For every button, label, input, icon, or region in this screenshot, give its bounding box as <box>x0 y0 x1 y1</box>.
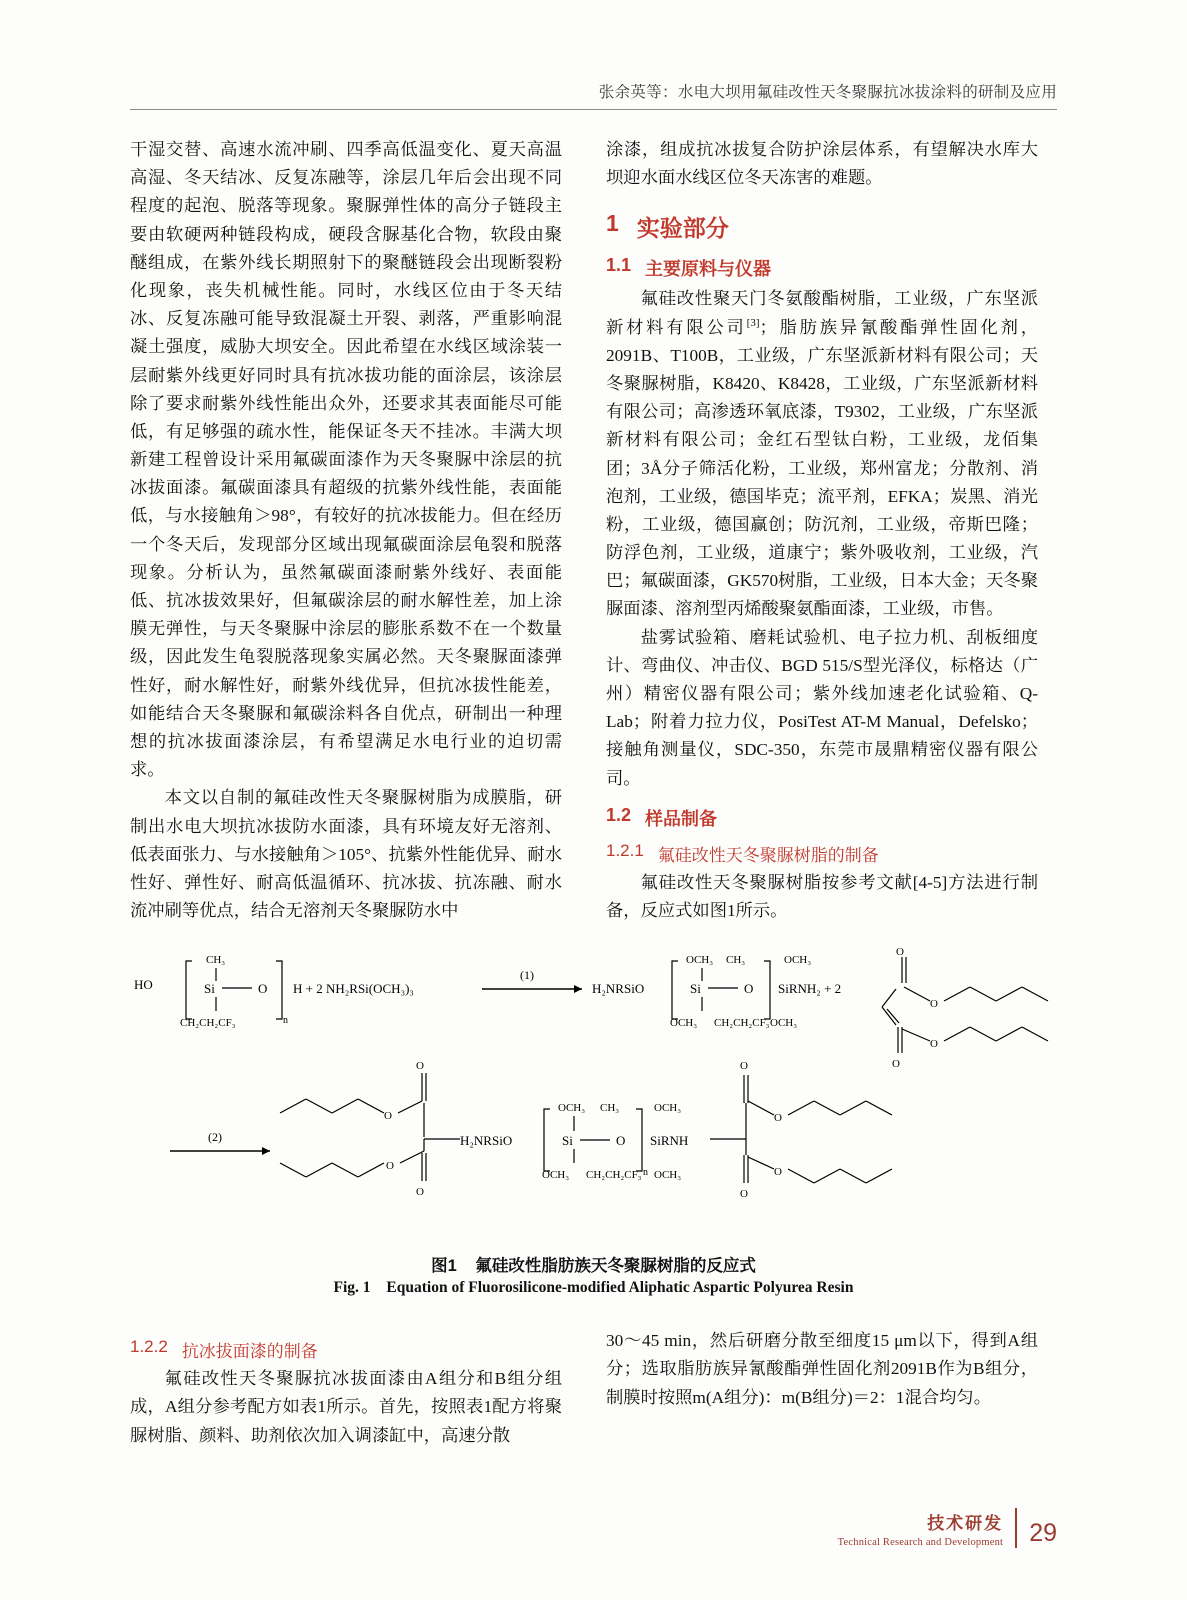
left-paragraph-1: 干湿交替、高速水流冲刷、四季高低温变化、夏天高温高湿、冬天结冰、反复冻融等，涂层几年后会出现不同程度的起泡、脱落等现象。聚脲弹性体的高分子链段主要由软硬两种链段构成，硬段含脲基化合物，软段由聚醚组成，在紫外线长期照射下的聚醚链段会出现断裂粉化现象，丧失机械性能。同时，水线区位由于冬天结冰、反复冻融可能导致混凝土开裂、剥落，严重影响混凝土强度，威胁大坝安全。因此希望在水线区域涂装一层耐紫外线更好同时具有抗冰拔功能的面涂层，该涂层除了要求耐紫外线性能出众外，还要求其表面能尽可能低，有足够强的疏水性，能保证冬天不挂冰。丰满大坝新建工程曾设计采用氟碳面漆作为天冬聚脲中涂层的抗冰拔面漆。氟碳面漆具有超级的抗紫外线性能，表面能低，与水接触角＞98°，有较好的抗冰拔能力。但在经历一个冬天后，发现部分区域出现氟碳面涂层龟裂和脱落现象。分析认为，虽然氟碳面漆耐紫外线好、表面能低、抗冰拔效果好，但氟碳涂层的耐水解性差，加上涂膜无弹性，与天冬聚脲中涂层的膨胀系数不在一个数量级，因此发生龟裂脱落现象实属必然。天冬聚脲面漆弹性好，耐水解性好，耐紫外线优异，但抗冰拔性能差，如能结合天冬聚脲和氟碳涂料各自优点，研制出一种理想的抗冰拔面漆涂层，有希望满足水电行业的迫切需求。 <box>130 140 562 780</box>
section-1-number: 1 <box>606 210 619 237</box>
figure-caption-cn <box>130 1252 1057 1276</box>
section-1-2-1-number: 1.2.1 <box>606 840 644 860</box>
svg-text:H₂NRSiO: H₂NRSiO <box>460 1133 513 1149</box>
svg-text:CH₂CH₂CF₃: CH₂CH₂CF₃ <box>586 1169 642 1182</box>
svg-text:O: O <box>896 946 904 959</box>
figure-caption-en <box>130 1279 1057 1297</box>
svg-text:O: O <box>740 1188 748 1201</box>
svg-text:OCH₃: OCH₃ <box>686 954 714 967</box>
section-heading-1-1 <box>606 255 1038 281</box>
svg-text:O: O <box>892 1058 900 1071</box>
svg-text:n: n <box>283 1015 288 1027</box>
svg-text:H + 2 NH₂RSi(OCH₃)₃: H + 2 NH₂RSi(OCH₃)₃ <box>293 981 414 997</box>
figure-1 <box>130 941 1057 1297</box>
svg-text:SiRNH₂ + 2: SiRNH₂ + 2 <box>778 981 842 997</box>
svg-text:CH₃: CH₃ <box>726 954 746 967</box>
svg-text:O: O <box>386 1160 394 1173</box>
materials-text-pre: 氟硅改性聚天门冬氨酸酯树脂，工业级，广东坚派新材料有限公司 <box>606 289 1038 337</box>
reaction-scheme-svg <box>130 941 1060 1241</box>
section-heading-1-2-2 <box>130 1337 562 1362</box>
section-1-2-1-title: 氟硅改性天冬聚脲树脂的制备 <box>657 845 879 865</box>
svg-text:CH₂CH₂CF₃: CH₂CH₂CF₃ <box>180 1017 236 1030</box>
svg-text:O: O <box>774 1112 782 1125</box>
svg-text:O: O <box>744 981 754 997</box>
section-1-title: 实验部分 <box>636 215 729 242</box>
section-1-2-2-title: 抗冰拔面漆的制备 <box>181 1342 318 1362</box>
bottom-right-column <box>606 1327 1038 1450</box>
right-paragraph-1: 涂漆，组成抗冰拔复合防护涂层体系，有望解决水库大坝迎水面水线区位冬天冻害的难题。 <box>606 140 1038 188</box>
footer-section-cn: 技术研发 <box>927 1514 1004 1533</box>
body-columns <box>130 136 1057 925</box>
section-heading-1-2 <box>606 805 1038 831</box>
section-1-2-2-number: 1.2.2 <box>130 1337 168 1357</box>
svg-text:O: O <box>930 1038 938 1051</box>
left-column <box>130 136 562 925</box>
svg-text:OCH₃: OCH₃ <box>542 1169 570 1182</box>
svg-text:SiRNH: SiRNH <box>650 1133 689 1149</box>
bottom-right-paragraph: 30～45 min，然后研磨分散至细度15 μm以下，得到A组分；选取脂肪族异氰酸酯弹性固化剂2091B作为B组分，制膜时按照m(A组分)：m(B组分)＝2：1混合均匀。 <box>606 1331 1038 1407</box>
svg-text:O: O <box>416 1186 424 1199</box>
bottom-columns <box>130 1327 1057 1450</box>
footer-section-name <box>838 1509 1004 1548</box>
svg-text:Si: Si <box>204 981 215 997</box>
section-1-1-title: 主要原料与仪器 <box>645 259 772 280</box>
footer-section-en: Technical Research and Development <box>837 1537 1004 1548</box>
svg-text:n: n <box>643 1167 648 1179</box>
svg-text:O: O <box>258 981 268 997</box>
svg-text:O: O <box>930 998 938 1011</box>
svg-text:O: O <box>416 1060 424 1073</box>
right-paragraph-prep: 氟硅改性天冬聚脲树脂按参考文献[4-5]方法进行制备，反应式如图1所示。 <box>606 872 1038 920</box>
svg-text:Si: Si <box>562 1133 573 1149</box>
reference-marker-3: [3] <box>746 316 760 329</box>
section-heading-1-2-1 <box>606 841 1038 866</box>
right-paragraph-materials <box>606 285 1038 623</box>
bottom-left-paragraph: 氟硅改性天冬聚脲抗冰拔面漆由A组分和B组分组成，A组分参考配方如表1所示。首先，按照表1配方将聚脲树脂、颜料、助剂依次加入调漆缸中，高速分散 <box>130 1369 562 1445</box>
svg-text:OCH₃: OCH₃ <box>654 1169 682 1182</box>
left-paragraph-2: 本文以自制的氟硅改性天冬聚脲树脂为成膜脂，研制出水电大坝抗冰拔防水面漆，具有环境友好无溶剂、低表面张力、与水接触角＞105°、抗紫外性能优异、耐水性好、弹性好、耐高低温循环、抗冰拔、抗冻融、耐水流冲刷等优点，结合无溶剂天冬聚脲防水中 <box>130 788 562 921</box>
section-1-2-title: 样品制备 <box>645 808 718 829</box>
svg-text:OCH₃: OCH₃ <box>558 1102 586 1115</box>
svg-text:O: O <box>384 1110 392 1123</box>
page-footer <box>838 1508 1057 1548</box>
svg-text:CH₂CH₂CF₃: CH₂CH₂CF₃ <box>714 1017 770 1030</box>
svg-text:(2): (2) <box>208 1130 222 1145</box>
svg-text:(1): (1) <box>520 968 534 983</box>
right-column <box>606 136 1038 925</box>
svg-text:H₂NRSiO: H₂NRSiO <box>592 981 645 997</box>
svg-text:OCH₃: OCH₃ <box>784 954 812 967</box>
svg-text:O: O <box>774 1166 782 1179</box>
figure-caption-cn-label: 图1 <box>431 1257 457 1276</box>
section-1-1-number: 1.1 <box>606 255 632 276</box>
figure-caption-en-label: Fig. 1 <box>333 1279 371 1297</box>
right-paragraph-instruments: 盐雾试验箱、磨耗试验机、电子拉力机、刮板细度计、弯曲仪、冲击仪、BGD 515/S型光泽仪，标格达（广州）精密仪器有限公司；紫外线加速老化试验箱、Q-Lab；附着力拉力仪，PosiTest AT-M Manual，Defelsko；接触角测量仪，SDC-350，东莞市晟鼎精密仪器有限公司。 <box>606 627 1038 788</box>
footer-divider <box>1015 1508 1017 1548</box>
svg-text:CH₃: CH₃ <box>206 954 226 967</box>
bottom-left-column <box>130 1327 562 1450</box>
svg-text:OCH₃: OCH₃ <box>670 1017 698 1030</box>
svg-text:OCH₃: OCH₃ <box>770 1017 798 1030</box>
svg-text:O: O <box>616 1133 626 1149</box>
section-1-2-number: 1.2 <box>606 804 632 825</box>
svg-text:HO: HO <box>134 977 153 993</box>
svg-text:OCH₃: OCH₃ <box>654 1102 682 1115</box>
figure-caption-cn-text: 氟硅改性脂肪族天冬聚脲树脂的反应式 <box>475 1257 756 1276</box>
materials-text-post: ；脂肪族异氰酸酯弹性固化剂，2091B、T100B，工业级，广东坚派新材料有限公司；天冬聚脲树脂，K8420、K8428，工业级，广东坚派新材料有限公司；高渗透环氧底漆，T9302，工业级，广东坚派新材料有限公司；金红石型钛白粉，工业级，龙佰集团；3Å分子筛活化粉，工业级，郑州富龙；分散剂、消泡剂，工业级，德国毕克；流平剂，EFKA；炭黑、消光粉，工业级，德国赢创；防沉剂，工业级，帝斯巴隆；防浮色剂，工业级，道康宁；紫外吸收剂，工业级，汽巴；氟碳面漆，GK570树脂，工业级，日本大金；天冬聚脲面漆、溶剂型丙烯酸聚氨酯面漆，工业级，市售。 <box>606 317 1038 619</box>
figure-caption-en-text: Equation of Fluorosilicone-modified Aliphatic Aspartic Polyurea Resin <box>386 1279 854 1297</box>
svg-text:CH₃: CH₃ <box>600 1102 620 1115</box>
svg-text:O: O <box>740 1060 748 1073</box>
section-heading-1 <box>606 210 1038 243</box>
svg-text:Si: Si <box>690 981 701 997</box>
running-head: 张余英等：水电大坝用氟硅改性天冬聚脲抗冰拔涂料的研制及应用 <box>130 80 1057 110</box>
page-number: 29 <box>1029 1519 1057 1547</box>
